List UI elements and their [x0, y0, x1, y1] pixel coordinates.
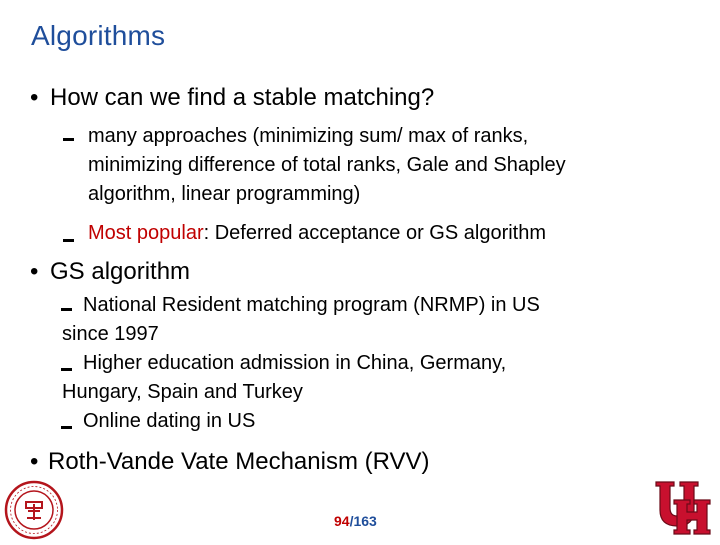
sub-bullet-1-1-line-3: algorithm, linear programming)	[88, 183, 361, 205]
sub-bullet-1-1-line-1: many approaches (minimizing sum/ max of ranks,	[88, 125, 529, 147]
sub-bullet-2-2-line-2: Hungary, Spain and Turkey	[62, 381, 303, 403]
dash-icon	[63, 138, 74, 141]
sub-bullet-2-2	[62, 349, 506, 407]
sub-bullet-1-1-line-2: minimizing difference of total ranks, Gale and Shapley	[88, 154, 566, 176]
bullet-dot-icon: •	[30, 84, 39, 111]
sub-bullet-1-2	[88, 219, 546, 248]
current-page: 94	[334, 513, 350, 529]
bullet-2	[30, 258, 190, 286]
dash-icon	[63, 239, 74, 242]
bullet-3	[30, 448, 430, 476]
peking-university-seal-icon	[2, 480, 66, 545]
sub-bullet-2-3	[62, 407, 255, 436]
total-pages: 163	[353, 513, 377, 529]
slide-title: Algorithms	[31, 20, 166, 51]
bullet-3-text: Roth-Vande Vate Mechanism (RVV)	[48, 448, 430, 475]
sub-bullet-2-1	[62, 291, 540, 349]
sub-bullet-1-1	[88, 122, 566, 209]
page-separator: /	[349, 513, 354, 529]
sub-bullet-2-1-line-1: National Resident matching program (NRMP) in US	[83, 294, 540, 316]
bullet-1-text: How can we find a stable matching?	[50, 84, 435, 111]
bullet-dot-icon: •	[30, 448, 39, 475]
university-of-houston-logo-icon	[654, 480, 716, 543]
sub-bullet-1-2-rest: : Deferred acceptance or GS algorithm	[203, 222, 547, 244]
bullet-dot-icon: •	[30, 258, 39, 285]
sub-bullet-2-1-line-2: since 1997	[62, 323, 159, 345]
sub-bullet-2-2-line-1: Higher education admission in China, Germany,	[83, 352, 507, 374]
most-popular-highlight: Most popular	[88, 222, 204, 244]
bullet-1	[30, 84, 434, 112]
sub-bullet-2-3-line-1: Online dating in US	[83, 410, 256, 432]
bullet-2-text: GS algorithm	[50, 258, 191, 285]
page-number	[334, 513, 377, 529]
